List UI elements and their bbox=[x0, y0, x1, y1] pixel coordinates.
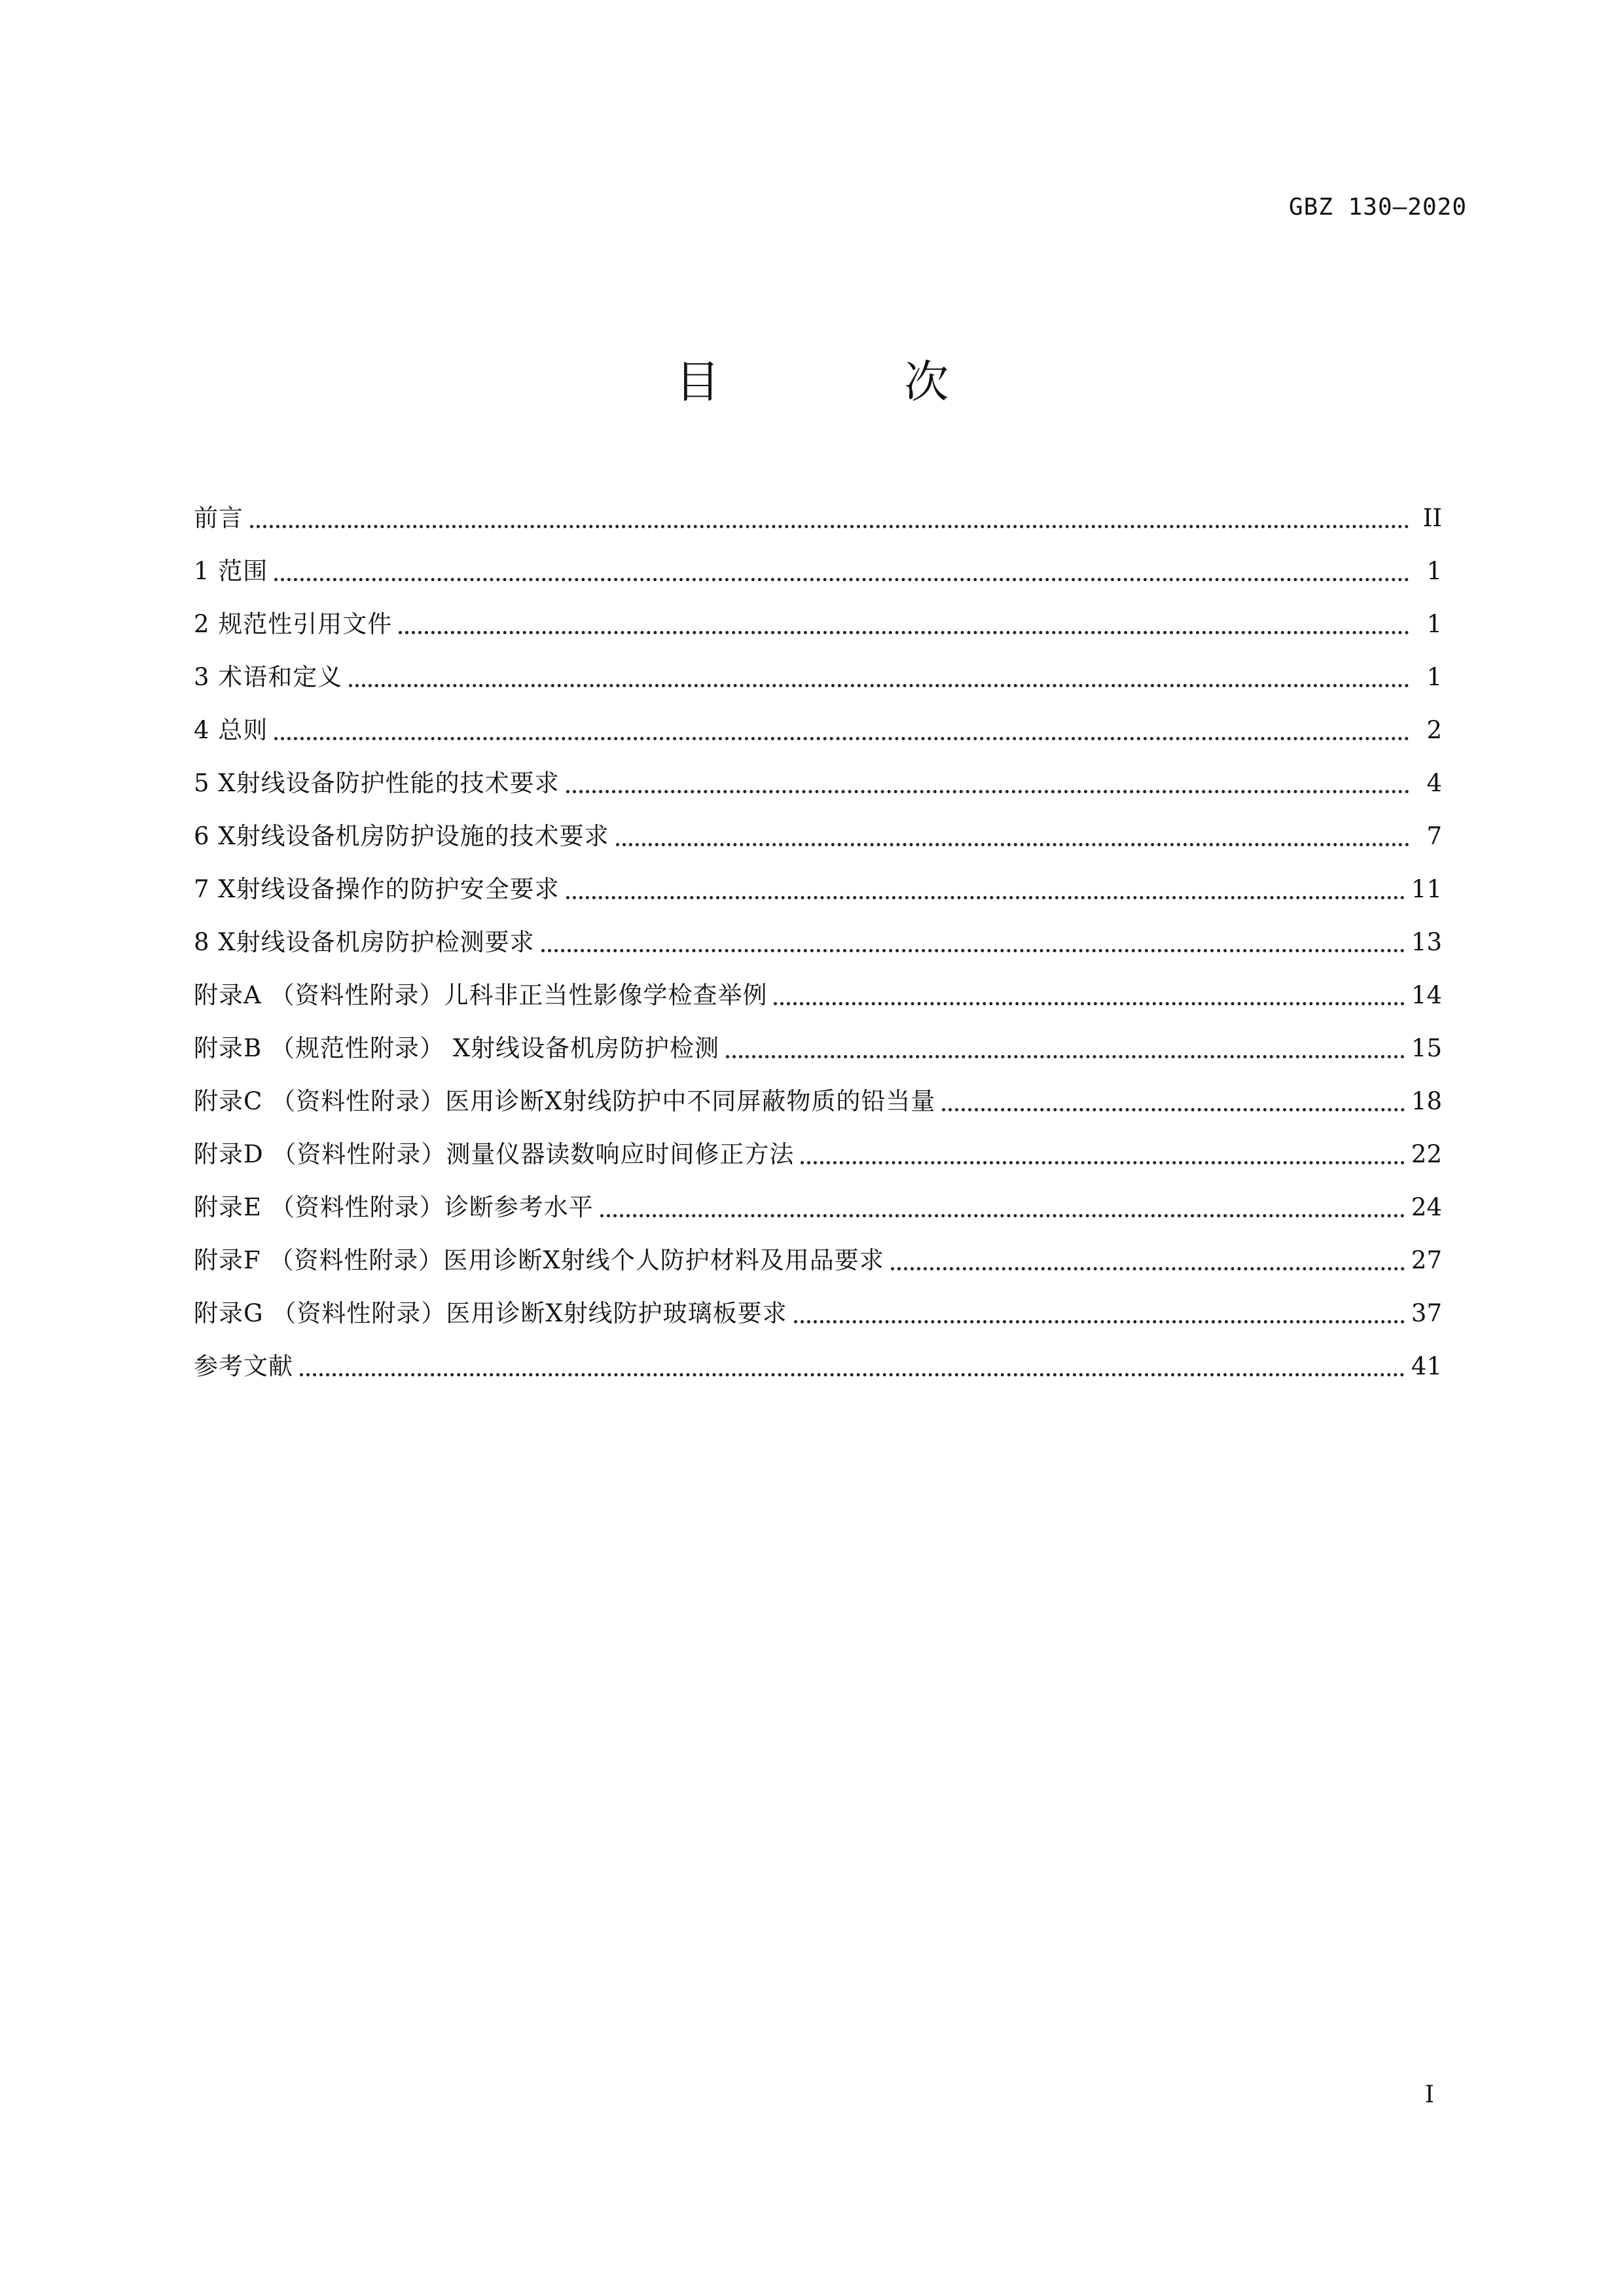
toc-entry-page: 27 bbox=[1411, 1246, 1442, 1274]
dot-leader bbox=[566, 896, 1405, 899]
toc-entry-page: 37 bbox=[1411, 1299, 1442, 1327]
toc-entry[interactable] bbox=[194, 1172, 1442, 1225]
toc-entry-label: 4 总则 bbox=[194, 716, 268, 744]
dot-leader bbox=[726, 1055, 1405, 1058]
dot-leader bbox=[566, 790, 1409, 793]
toc-entry-page: 24 bbox=[1411, 1193, 1442, 1221]
toc-entry-page: 14 bbox=[1411, 981, 1442, 1009]
toc-entry-page: 1 bbox=[1426, 557, 1442, 585]
toc-entry[interactable] bbox=[194, 1119, 1442, 1172]
toc-entry[interactable] bbox=[194, 695, 1442, 748]
toc-entry[interactable] bbox=[194, 483, 1442, 536]
toc-entry-page: 13 bbox=[1411, 928, 1442, 956]
table-of-contents bbox=[194, 483, 1442, 1384]
toc-entry-label: 3 术语和定义 bbox=[194, 663, 343, 691]
toc-entry-label: 附录B （规范性附录） X射线设备机房防护检测 bbox=[194, 1034, 720, 1062]
toc-entry[interactable] bbox=[194, 1225, 1442, 1278]
toc-entry[interactable] bbox=[194, 907, 1442, 960]
dot-leader bbox=[600, 1214, 1405, 1217]
toc-entry-label: 8 X射线设备机房防护检测要求 bbox=[194, 928, 535, 956]
toc-entry[interactable] bbox=[194, 801, 1442, 854]
toc-entry-page: 7 bbox=[1426, 822, 1442, 850]
dot-leader bbox=[300, 1373, 1405, 1376]
toc-entry-page: 41 bbox=[1411, 1352, 1442, 1380]
toc-entry-label: 5 X射线设备防护性能的技术要求 bbox=[194, 769, 560, 797]
dot-leader bbox=[274, 737, 1409, 740]
toc-entry-label: 附录F （资料性附录）医用诊断X射线个人防护材料及用品要求 bbox=[194, 1246, 884, 1274]
toc-entry-page: 11 bbox=[1411, 875, 1442, 903]
toc-entry[interactable] bbox=[194, 1013, 1442, 1066]
toc-entry[interactable] bbox=[194, 748, 1442, 801]
toc-entry[interactable] bbox=[194, 1278, 1442, 1331]
toc-entry-page: 22 bbox=[1411, 1140, 1442, 1168]
toc-entry-label: 7 X射线设备操作的防护安全要求 bbox=[194, 875, 560, 903]
dot-leader bbox=[942, 1108, 1404, 1111]
page-title: 目 次 bbox=[675, 357, 1034, 408]
dot-leader bbox=[399, 631, 1409, 634]
dot-leader bbox=[541, 949, 1405, 952]
dot-leader bbox=[250, 525, 1409, 528]
toc-entry-page: 15 bbox=[1411, 1034, 1442, 1062]
toc-entry-label: 附录A （资料性附录）儿科非正当性影像学检查举例 bbox=[194, 981, 768, 1009]
toc-entry[interactable] bbox=[194, 589, 1442, 642]
toc-entry-label: 2 规范性引用文件 bbox=[194, 610, 393, 638]
dot-leader bbox=[801, 1161, 1404, 1164]
page-number: I bbox=[1424, 2081, 1434, 2108]
dot-leader bbox=[794, 1320, 1405, 1323]
toc-entry-page: 1 bbox=[1426, 610, 1442, 638]
toc-entry-page: 1 bbox=[1426, 663, 1442, 691]
toc-entry-label: 附录C （资料性附录）医用诊断X射线防护中不同屏蔽物质的铅当量 bbox=[194, 1087, 936, 1115]
toc-entry-page: 4 bbox=[1426, 769, 1442, 797]
toc-entry[interactable] bbox=[194, 1066, 1442, 1119]
toc-entry-label: 附录E （资料性附录）诊断参考水平 bbox=[194, 1193, 594, 1221]
dot-leader bbox=[616, 843, 1409, 846]
toc-entry-label: 6 X射线设备机房防护设施的技术要求 bbox=[194, 822, 609, 850]
toc-entry-page: 2 bbox=[1426, 716, 1442, 744]
toc-entry-label: 参考文献 bbox=[194, 1352, 293, 1380]
toc-entry-page: II bbox=[1422, 504, 1442, 532]
toc-entry-page: 18 bbox=[1411, 1087, 1442, 1115]
toc-entry[interactable] bbox=[194, 1331, 1442, 1384]
toc-entry[interactable] bbox=[194, 960, 1442, 1013]
toc-entry-label: 附录G （资料性附录）医用诊断X射线防护玻璃板要求 bbox=[194, 1299, 787, 1327]
dot-leader bbox=[349, 684, 1409, 687]
dot-leader bbox=[774, 1002, 1404, 1005]
dot-leader bbox=[891, 1267, 1405, 1270]
toc-entry-label: 前言 bbox=[194, 504, 244, 532]
document-code: GBZ 130—2020 bbox=[1288, 194, 1467, 221]
toc-entry[interactable] bbox=[194, 536, 1442, 589]
toc-entry-label: 附录D （资料性附录）测量仪器读数响应时间修正方法 bbox=[194, 1140, 795, 1168]
dot-leader bbox=[274, 578, 1409, 581]
toc-entry-label: 1 范围 bbox=[194, 557, 268, 585]
toc-entry[interactable] bbox=[194, 642, 1442, 695]
toc-entry[interactable] bbox=[194, 854, 1442, 907]
